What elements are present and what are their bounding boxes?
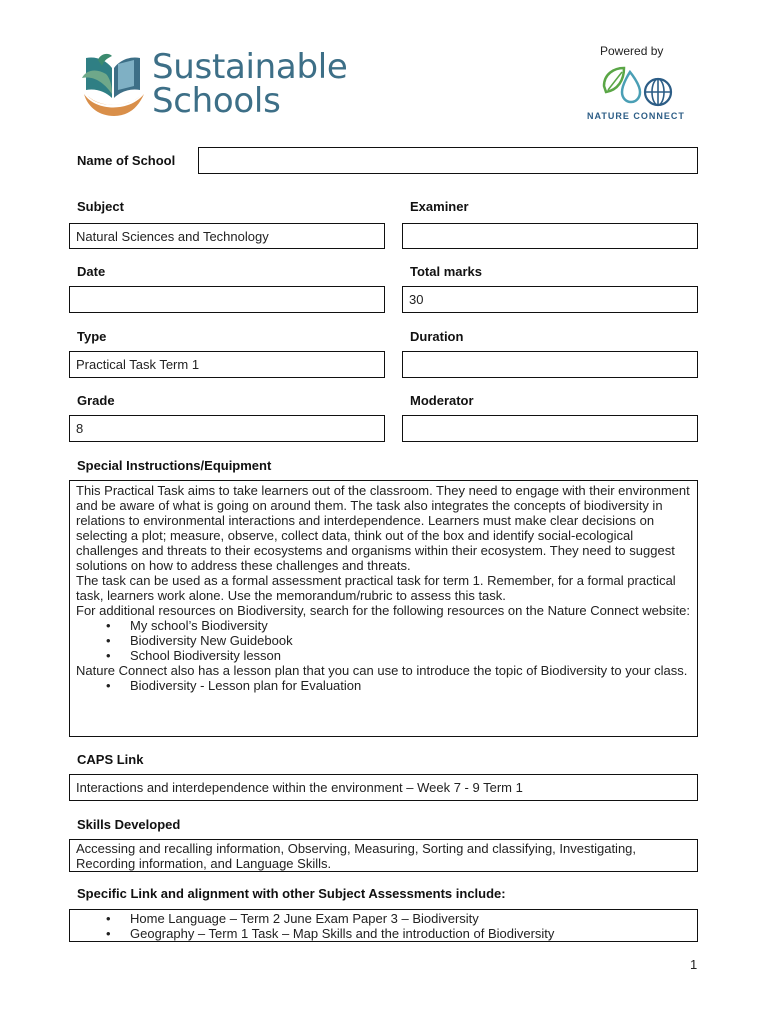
date-label: Date xyxy=(77,264,106,279)
skills-developed-box xyxy=(69,839,698,872)
examiner-field[interactable] xyxy=(402,223,698,249)
powered-by-label: Powered by xyxy=(600,44,664,58)
special-paragraph-4: Nature Connect also has a lesson plan that you can use to introduce the topic of Biodiversity to your class. xyxy=(76,663,688,678)
total-marks-label: Total marks xyxy=(410,264,483,279)
list-item[interactable]: • Biodiversity New Guidebook xyxy=(130,633,691,648)
type-field[interactable]: Practical Task Term 1 xyxy=(69,351,385,378)
special-paragraph-2: The task can be used as a formal assessment practical task for term 1. Remember, for a formal practical task, learners work alone. Use the memorandum/rubric to assess this task. xyxy=(76,573,676,603)
lesson-plan-list xyxy=(76,678,691,693)
skills-developed-label: Skills Developed xyxy=(77,817,181,832)
sustainable-schools-logo xyxy=(78,47,368,121)
list-item: • Home Language – Term 2 June Exam Paper 3 – Biodiversity xyxy=(130,911,691,926)
list-item[interactable]: • School Biodiversity lesson xyxy=(130,648,691,663)
subject-field[interactable]: Natural Sciences and Technology xyxy=(69,223,385,249)
caps-link-label: CAPS Link xyxy=(77,752,144,767)
list-item[interactable]: • My school’s Biodiversity xyxy=(130,618,691,633)
moderator-field[interactable] xyxy=(402,415,698,442)
list-item: • Geography – Term 1 Task – Map Skills and the introduction of Biodiversity xyxy=(130,926,691,941)
alignment-box xyxy=(69,909,698,942)
total-marks-field[interactable]: 30 xyxy=(402,286,698,313)
subject-label: Subject xyxy=(77,199,124,214)
special-instructions-box xyxy=(69,480,698,737)
grade-label: Grade xyxy=(77,393,115,408)
logo-line-1: Sustainable xyxy=(152,47,348,87)
resource-list xyxy=(76,618,691,663)
moderator-label: Moderator xyxy=(410,393,474,408)
nature-connect-label: NATURE CONNECT xyxy=(587,111,685,121)
date-field[interactable] xyxy=(69,286,385,313)
caps-link-field: Interactions and interdependence within the environment – Week 7 - 9 Term 1 xyxy=(69,774,698,801)
duration-field[interactable] xyxy=(402,351,698,378)
name-of-school-label: Name of School xyxy=(77,153,176,168)
alignment-list xyxy=(76,911,691,941)
examiner-label: Examiner xyxy=(410,199,469,214)
name-of-school-field[interactable] xyxy=(198,147,698,174)
leaf-book-icon xyxy=(78,50,148,120)
special-paragraph-3: For additional resources on Biodiversity, search for the following resources on the Nature Connect website: xyxy=(76,603,690,618)
list-item[interactable]: • Biodiversity - Lesson plan for Evaluation xyxy=(130,678,691,693)
logo-line-2: Schools xyxy=(152,81,281,121)
special-paragraph-1: This Practical Task aims to take learners out of the classroom. They need to engage with their environment and be aware of what is going on around them. The task also integrates the concepts of biodiversity in relations to environmental interactions and interdependence. Learners must make clear decisions on selecting a plot; measure, observe, collect data, think out of the box and identify social-ecological challenges and threats to their ecosystems and organisms within their ecosystem. They need to suggest solutions on how to address these challenges and threats. xyxy=(76,483,690,573)
skills-developed-text: Accessing and recalling information, Observing, Measuring, Sorting and classifying, Investigating, Recording information, and Language Skills. xyxy=(76,841,637,871)
duration-label: Duration xyxy=(410,329,464,344)
page-number: 1 xyxy=(690,957,698,972)
grade-field[interactable]: 8 xyxy=(69,415,385,442)
alignment-label: Specific Link and alignment with other Subject Assessments include: xyxy=(77,886,506,901)
type-label: Type xyxy=(77,329,107,344)
nature-connect-logo-icon xyxy=(600,64,676,108)
special-instructions-label: Special Instructions/Equipment xyxy=(77,458,272,473)
